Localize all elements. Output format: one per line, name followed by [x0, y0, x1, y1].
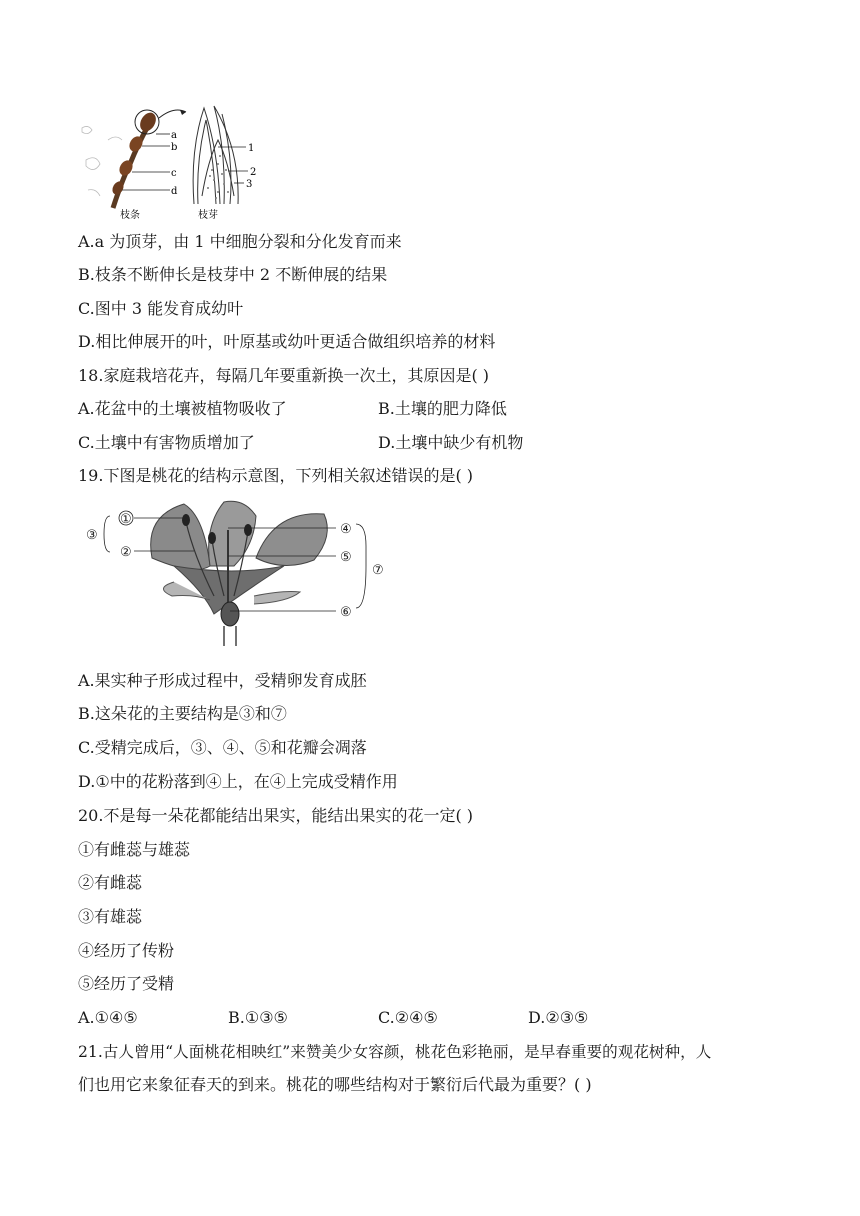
bud-section [193, 106, 238, 204]
q21-stem-line2: 们也用它来象征春天的到来。桃花的哪些结构对于繁衍后代最为重要？( ) [78, 1075, 592, 1094]
q19-option-d: D.①中的花粉落到④上，在④上完成受精作用 [78, 772, 398, 791]
petal-right [256, 514, 327, 566]
q20-option-a: A.①④⑤ [78, 1008, 138, 1027]
q20-stem: 20.不是每一朵花都能结出果实，能结出果实的花一定( ) [78, 806, 474, 825]
caption-bud: 枝芽 [198, 210, 218, 221]
q19-option-b: B.这朵花的主要结构是③和⑦ [78, 704, 287, 723]
anther-1 [182, 514, 190, 526]
q20-item-2: ②有雌蕊 [78, 873, 143, 892]
label-7-circled: ⑦ [372, 563, 384, 578]
sepal-right [254, 592, 300, 605]
petal-left [151, 504, 210, 570]
q17-option-c: C.图中 3 能发育成幼叶 [78, 299, 244, 318]
q17-option-a: A.a 为顶芽，由 1 中细胞分裂和分化发育而来 [78, 232, 402, 251]
branch-bud-figure [78, 100, 278, 222]
label-4-circled: ④ [340, 522, 352, 537]
label-3: 3 [246, 179, 253, 190]
label-2-circled: ② [120, 545, 132, 560]
q18-option-a: A.花盆中的土壤被植物吸收了 [78, 399, 287, 418]
q18-option-c: C.土壤中有害物质增加了 [78, 433, 255, 452]
label-a: a [171, 130, 177, 141]
q20-item-3: ③有雄蕊 [78, 907, 143, 926]
q20-item-4: ④经历了传粉 [78, 941, 175, 960]
q20-option-d: D.②③⑤ [528, 1008, 589, 1027]
label-2: 2 [250, 167, 257, 178]
label-1-circled: ① [120, 512, 132, 527]
label-5-circled: ⑤ [340, 550, 352, 565]
q17-option-b: B.枝条不断伸长是枝芽中 2 不断伸展的结果 [78, 265, 388, 284]
anther-3 [244, 524, 252, 536]
caption-branch: 枝条 [120, 210, 140, 221]
anther-2 [208, 532, 216, 544]
label-d: d [171, 186, 178, 197]
q18-option-b: B.土壤的肥力降低 [378, 399, 507, 418]
label-3-circled: ③ [86, 528, 98, 543]
q19-option-a: A.果实种子形成过程中，受精卵发育成胚 [78, 671, 367, 690]
q17-option-d: D.相比伸展开的叶，叶原基或幼叶更适合做组织培养的材料 [78, 332, 496, 351]
q18-option-d: D.土壤中缺少有机物 [378, 433, 524, 452]
q19-stem: 19.下图是桃花的结构示意图，下列相关叙述错误的是( ) [78, 466, 474, 485]
label-1: 1 [248, 143, 255, 154]
peach-flower-figure [84, 496, 400, 656]
pedicel [224, 626, 236, 646]
q20-option-c: C.②④⑤ [378, 1008, 438, 1027]
label-c: c [171, 168, 177, 179]
q20-item-1: ①有雌蕊与雄蕊 [78, 840, 191, 859]
q21-stem-line1: 21.古人曾用“人面桃花相映红”来赞美少女容颜，桃花色彩艳丽，是早春重要的观花树种，人 [78, 1043, 712, 1061]
q20-item-5: ⑤经历了受精 [78, 974, 175, 993]
q18-stem: 18.家庭栽培花卉，每隔几年要重新换一次土，其原因是( ) [78, 366, 490, 385]
branch-bud-diagram [78, 100, 278, 222]
q20-option-b: B.①③⑤ [228, 1008, 288, 1027]
label-6-circled: ⑥ [340, 605, 352, 620]
label-b: b [171, 142, 178, 153]
ovary [221, 602, 239, 626]
peach-flower-diagram [84, 496, 400, 656]
q19-option-c: C.受精完成后，③、④、⑤和花瓣会凋落 [78, 738, 367, 757]
